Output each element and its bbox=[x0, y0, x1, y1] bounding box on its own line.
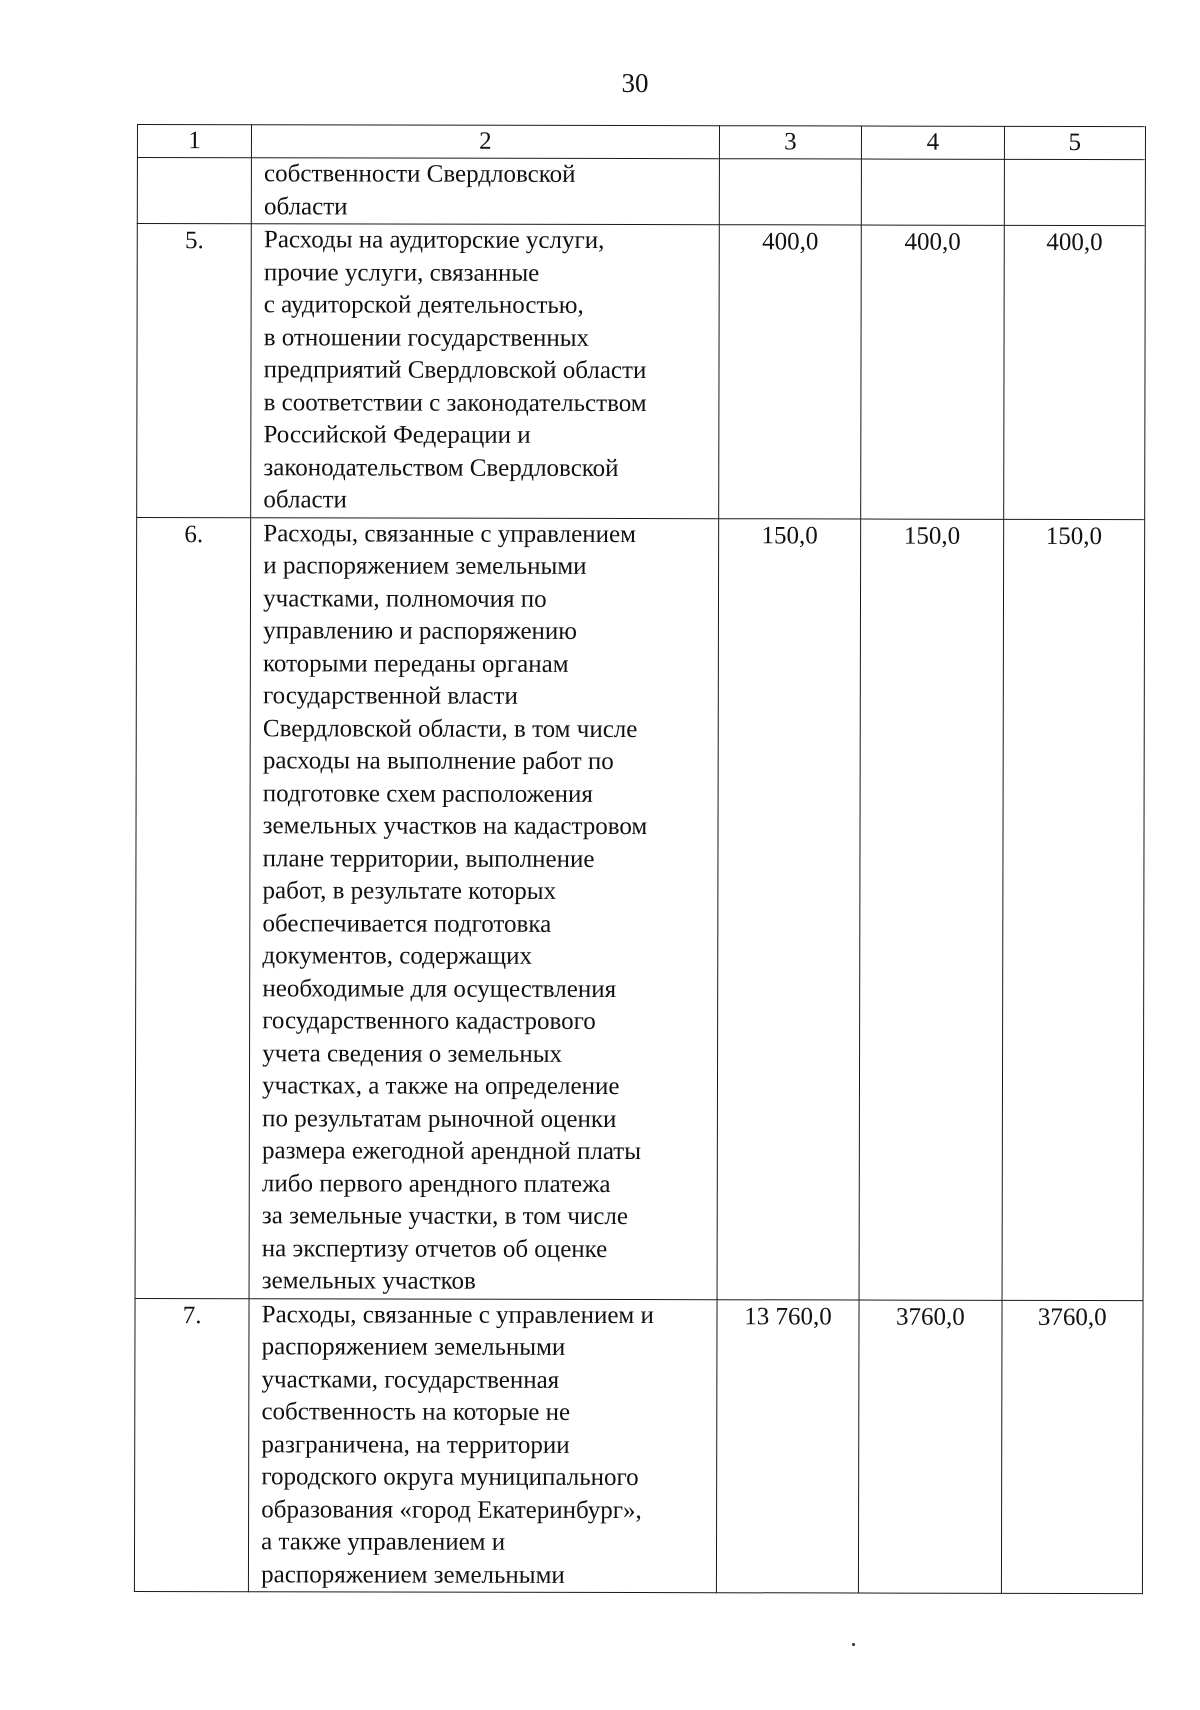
row-value-col4 bbox=[861, 159, 1004, 225]
row-description: Расходы, связанные с управлением и распоряжением земельными участками, государственная собственность на которые не разграничена, на территории городского округа муниципального образования «город Екатеринбург», а также управлением и распоряжением земельными bbox=[249, 1298, 717, 1592]
table-row bbox=[137, 158, 1145, 226]
row-value-col3: 150,0 bbox=[717, 518, 861, 1299]
row-value-col4: 150,0 bbox=[859, 519, 1003, 1300]
budget-table bbox=[134, 124, 1146, 1594]
header-cell-1: 1 bbox=[137, 125, 251, 158]
table-row bbox=[137, 224, 1146, 520]
row-value-col5: 400,0 bbox=[1003, 225, 1145, 519]
row-number: 5. bbox=[137, 224, 252, 518]
table-row bbox=[135, 517, 1145, 1300]
table-row bbox=[134, 1298, 1143, 1594]
row-value-col5: 3760,0 bbox=[1001, 1300, 1143, 1594]
row-number: 6. bbox=[135, 517, 251, 1298]
row-value-col3 bbox=[719, 159, 862, 225]
page-number: 30 bbox=[621, 68, 649, 98]
row-number bbox=[137, 158, 251, 224]
row-value-col5: 150,0 bbox=[1002, 519, 1145, 1300]
header-cell-5: 5 bbox=[1004, 126, 1145, 159]
row-description: Расходы, связанные с управлением и распоряжением земельными участками, полномочия по управлению и распоряжению которыми переданы органам государственной власти Свердловской области, в том числе расходы на выполнение работ по подготовке схем расположения земельных участков на кадастровом плане территории, выполнение работ, в результате которых обеспечивается подготовка документов, содержащих необходимые для осуществления государственного кадастрового учета сведения о земельных участках, а также на определение по результатам рыночной оценки размера ежегодной арендной платы либо первого арендного платежа за земельные участки, в том числе на экспертизу отчетов об оценке земельных участков bbox=[249, 517, 718, 1299]
header-cell-4: 4 bbox=[862, 126, 1005, 159]
header-cell-3: 3 bbox=[719, 126, 862, 159]
header-cell-2: 2 bbox=[252, 125, 720, 159]
row-value-col4: 3760,0 bbox=[859, 1300, 1002, 1594]
row-number: 7. bbox=[134, 1298, 249, 1592]
row-value-col4: 400,0 bbox=[861, 225, 1004, 519]
scan-speck bbox=[852, 1643, 855, 1646]
row-description: собственности Свердловской области bbox=[251, 158, 719, 225]
row-description: Расходы на аудиторские услуги, прочие услуги, связанные с аудиторской деятельностью, в отношении государственных предприятий Свердловской области в соответствии с законодательством Российской Федерации и законодательством Свердловской области bbox=[251, 224, 719, 518]
row-value-col3: 400,0 bbox=[718, 225, 861, 519]
table-header-row bbox=[137, 125, 1145, 160]
row-value-col5 bbox=[1004, 159, 1146, 225]
row-value-col3: 13 760,0 bbox=[716, 1299, 859, 1593]
